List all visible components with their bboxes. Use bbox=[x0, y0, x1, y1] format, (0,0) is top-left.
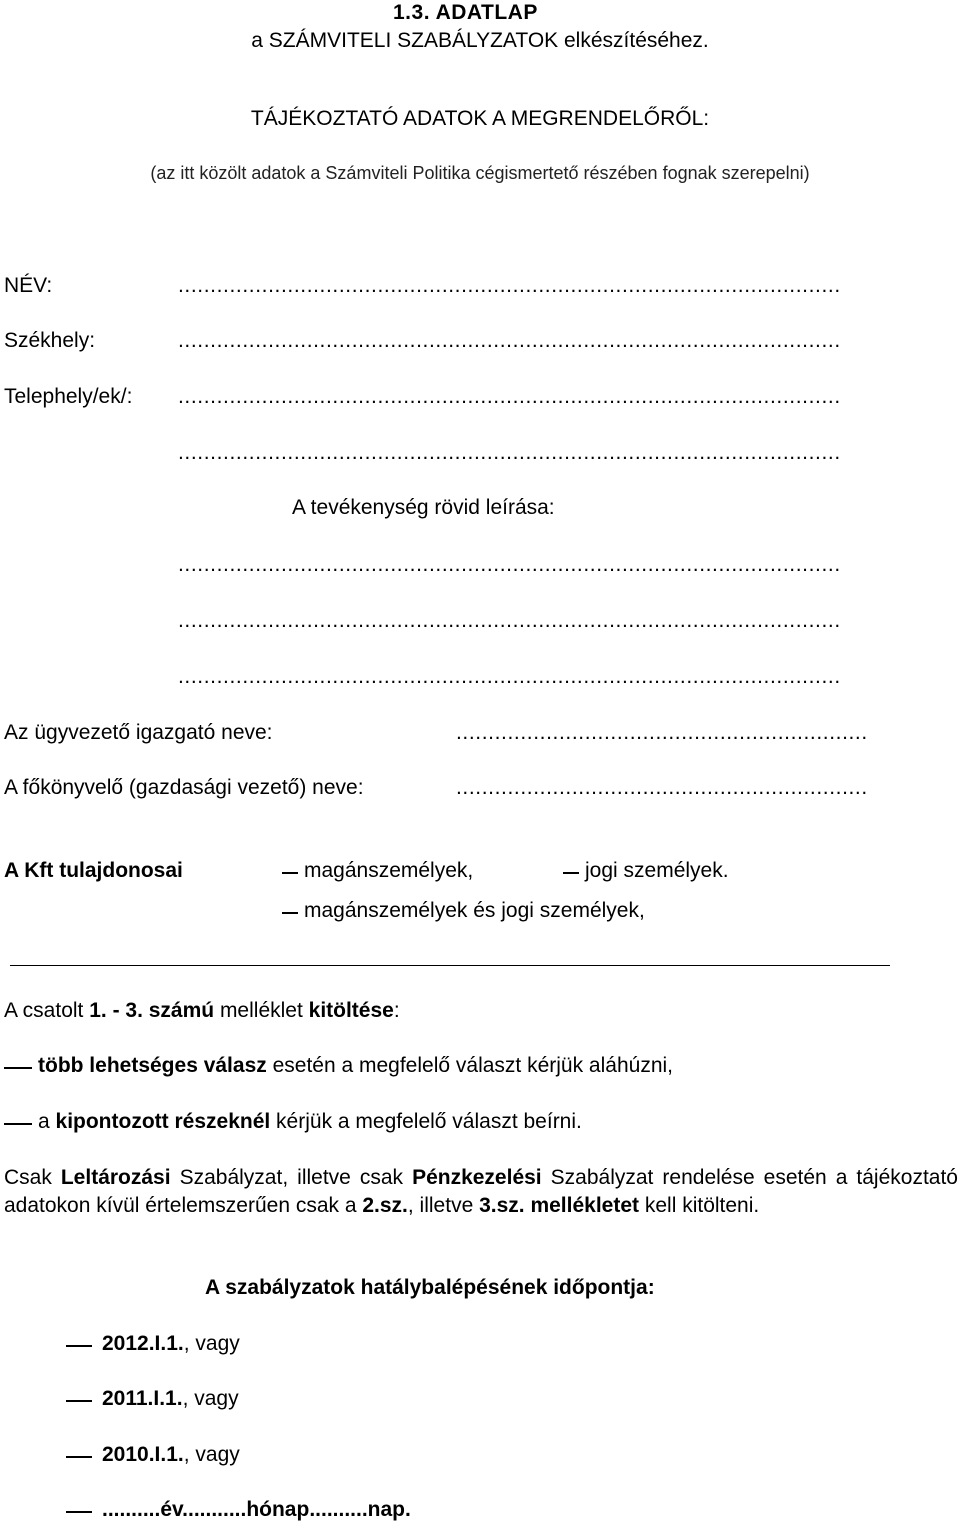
dash-marker bbox=[66, 1511, 92, 1513]
owner-option-private[interactable]: magánszemélyek, bbox=[304, 859, 474, 882]
instruction-bold: több lehetséges válasz bbox=[38, 1054, 267, 1077]
seat-field[interactable]: ....................................................................................................... bbox=[178, 329, 841, 352]
effective-suffix: , vagy bbox=[183, 1443, 240, 1466]
effective-option-2011[interactable] bbox=[102, 1388, 239, 1409]
seat-label: Székhely: bbox=[4, 329, 96, 352]
activity-label: A tevékenység rövid leírása: bbox=[292, 496, 555, 519]
form-number-title: 1.3. ADATLAP bbox=[393, 1, 538, 24]
owners-label: A Kft tulajdonosai bbox=[4, 859, 183, 882]
dash-marker bbox=[66, 1345, 92, 1347]
name-label: NÉV: bbox=[4, 274, 53, 297]
dash-marker bbox=[4, 1067, 32, 1069]
effective-custom-date-field[interactable]: ..........év...........hónap..........nap. bbox=[102, 1498, 411, 1521]
info-heading: TÁJÉKOZTATÓ ADATOK A MEGRENDELŐRŐL: bbox=[250, 107, 710, 130]
paragraph-bold: 2.sz. bbox=[362, 1194, 408, 1217]
effective-option-2010[interactable] bbox=[102, 1444, 240, 1465]
dash-marker bbox=[282, 872, 298, 874]
dash-marker bbox=[282, 912, 298, 914]
instructions-lead bbox=[4, 1000, 400, 1021]
paragraph-text: kell kitölteni. bbox=[639, 1194, 760, 1217]
instruction-item-2 bbox=[38, 1111, 582, 1132]
effective-heading: A szabályzatok hatálybalépésének időpontja: bbox=[205, 1276, 655, 1299]
info-note: (az itt közölt adatok a Számviteli Politika cégismertető részében fognak szerepelni) bbox=[150, 163, 810, 183]
paragraph-text: Csak bbox=[4, 1166, 61, 1189]
activity-field-1[interactable]: ....................................................................................................... bbox=[178, 553, 841, 576]
paragraph-text: Szabályzat rendelése esetén a tájékoztató adatokon kívül értelemszerűen csak a bbox=[4, 1166, 958, 1217]
effective-suffix: , vagy bbox=[182, 1387, 239, 1410]
paragraph-text: , illetve bbox=[407, 1194, 480, 1217]
owner-option-legal[interactable]: jogi személyek. bbox=[585, 859, 729, 882]
form-subtitle: a SZÁMVITELI SZABÁLYZATOK elkészítéséhez. bbox=[251, 29, 709, 52]
accountant-label: A főkönyvelő (gazdasági vezető) neve: bbox=[4, 776, 364, 799]
lead-bold: kitöltése bbox=[308, 999, 394, 1022]
activity-field-3[interactable]: ....................................................................................................... bbox=[178, 665, 841, 688]
section-divider bbox=[10, 965, 890, 966]
instruction-text: esetén a megfelelő választ kérjük aláhúzni, bbox=[266, 1054, 673, 1077]
instruction-paragraph bbox=[4, 1164, 958, 1220]
dash-marker bbox=[563, 872, 579, 874]
director-field[interactable]: ................................................................ bbox=[456, 721, 868, 744]
name-field[interactable]: ....................................................................................................... bbox=[178, 274, 841, 297]
paragraph-bold: Leltározási bbox=[60, 1166, 171, 1189]
instruction-item-1 bbox=[38, 1055, 673, 1076]
lead-text: A csatolt bbox=[4, 999, 90, 1022]
effective-date: 2011.I.1. bbox=[102, 1387, 183, 1410]
activity-field-2[interactable]: ....................................................................................................... bbox=[178, 609, 841, 632]
effective-date: 2012.I.1. bbox=[102, 1332, 184, 1355]
paragraph-text: Szabályzat, illetve csak bbox=[170, 1166, 413, 1189]
instruction-text: a bbox=[38, 1110, 56, 1133]
director-label: Az ügyvezető igazgató neve: bbox=[4, 721, 273, 744]
site-field-2[interactable]: ....................................................................................................... bbox=[178, 441, 841, 464]
lead-numbers: 1. - 3. számú bbox=[89, 999, 215, 1022]
effective-suffix: , vagy bbox=[183, 1332, 240, 1355]
lead-text: : bbox=[393, 999, 400, 1022]
effective-option-2012[interactable] bbox=[102, 1333, 240, 1354]
effective-date: 2010.I.1. bbox=[102, 1443, 184, 1466]
owner-option-both[interactable]: magánszemélyek és jogi személyek, bbox=[304, 899, 645, 922]
paragraph-bold: 3.sz. mellékletet bbox=[479, 1194, 640, 1217]
dash-marker bbox=[66, 1456, 92, 1458]
site-field-1[interactable]: ....................................................................................................... bbox=[178, 385, 841, 408]
dash-marker bbox=[4, 1123, 32, 1125]
instruction-text: kérjük a megfelelő választ beírni. bbox=[270, 1110, 582, 1133]
paragraph-bold: Pénzkezelési bbox=[412, 1166, 542, 1189]
instruction-bold: kipontozott részeknél bbox=[55, 1110, 271, 1133]
accountant-field[interactable]: ................................................................ bbox=[456, 776, 868, 799]
lead-text: melléklet bbox=[214, 999, 309, 1022]
site-label: Telephely/ek/: bbox=[4, 385, 133, 408]
dash-marker bbox=[66, 1400, 92, 1402]
